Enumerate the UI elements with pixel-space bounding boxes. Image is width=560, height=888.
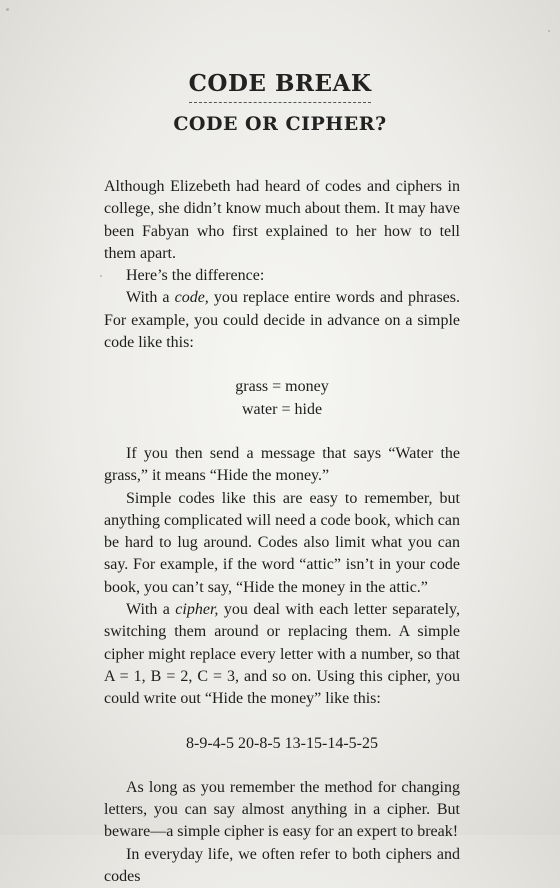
body-text [104, 176, 460, 888]
page-title: CODE OR CIPHER? [173, 113, 387, 135]
paper-speck [548, 30, 550, 32]
paragraph: Simple codes like this are easy to remember, but anything complicated will need a code book, which can be hard to lug around. Codes also limit what you can say. For example, if the word “attic” isn’t in your code book, you can’t say, “Hide the money in the attic.” [104, 489, 460, 596]
term-cipher: cipher, [175, 601, 219, 619]
section-label: CODE BREAK [189, 70, 372, 103]
paper-speck [6, 8, 9, 11]
paragraph [104, 287, 460, 354]
cipher-example [104, 733, 460, 755]
page-header [0, 70, 560, 135]
paragraph-text: With a [126, 601, 176, 619]
code-example [104, 376, 460, 421]
cipher-line: 8-9-4-5 20-8-5 13-15-14-5-25 [186, 734, 378, 752]
paragraph-text: you replace entire words and phrases. For example, you could decide in advance on a simple code like this: [104, 289, 461, 352]
paragraph: If you then send a message that says “Water the grass,” it means “Hide the money.” [104, 444, 460, 485]
paragraph: Although Elizebeth had heard of codes and ciphers in college, she didn’t know much about them. It may have been Fabyan who first explained to her how to tell them apart. [104, 178, 460, 262]
paragraph: In everyday life, we often refer to both ciphers and codes [104, 845, 460, 886]
code-line: grass = money [235, 378, 329, 396]
paper-speck [100, 275, 102, 277]
term-code: code, [174, 289, 209, 307]
paragraph-text: you deal with each letter separately, switching them around or replacing them. A simple cipher might replace every letter with a number, so that A = 1, B = 2, C = 3, and so on. Using this cipher, you could write out “Hide the money” like this: [104, 601, 461, 708]
paragraph-text: With a [126, 289, 175, 307]
paragraph: As long as you remember the method for changing letters, you can say almost anything in a cipher. But beware—a simple cipher is easy for an expert to break! [104, 778, 460, 841]
paragraph: Here’s the difference: [126, 267, 265, 285]
code-line: water = hide [241, 400, 323, 418]
paragraph [104, 599, 460, 710]
